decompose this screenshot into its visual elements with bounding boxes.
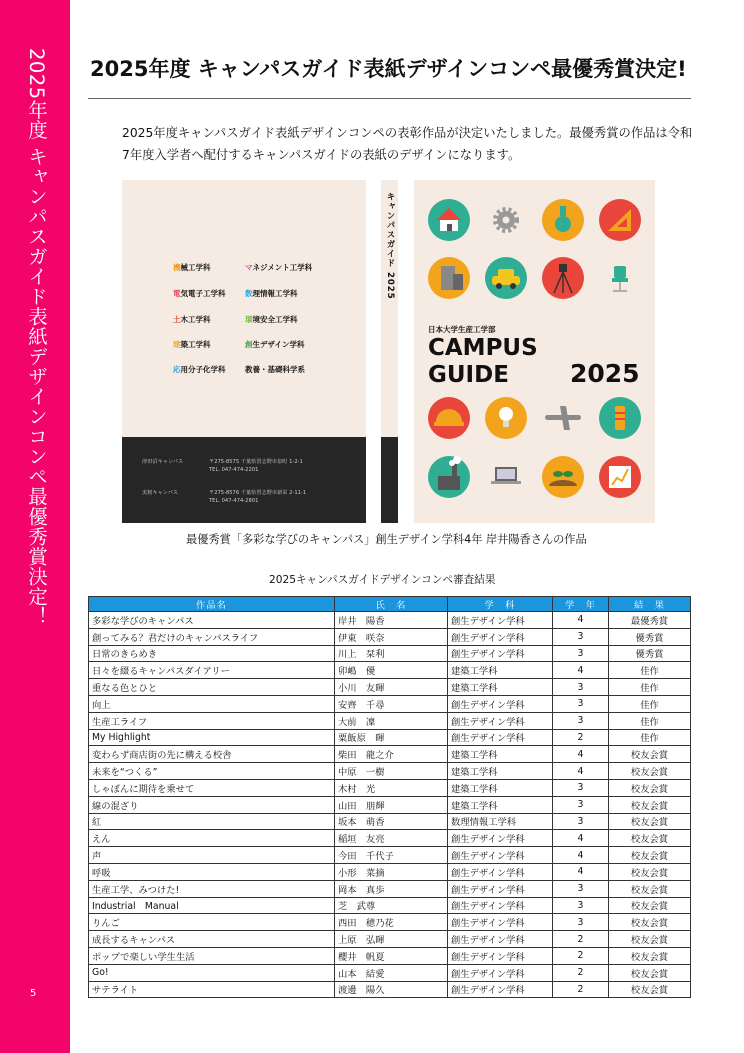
department-label bbox=[245, 364, 305, 375]
sidebar bbox=[0, 0, 70, 1053]
cover-caption: 最優秀賞「多彩な学びのキャンパス」創生デザイン学科4年 岸井陽香さんの作品 bbox=[186, 533, 587, 546]
cover-front bbox=[414, 180, 655, 523]
flask-icon bbox=[542, 199, 584, 241]
cell-grade: 3 bbox=[553, 914, 609, 931]
cell-department: 創生デザイン学科 bbox=[448, 712, 553, 729]
cell-result: 佳作 bbox=[609, 679, 691, 696]
department-label bbox=[173, 364, 226, 375]
laptop-icon bbox=[491, 467, 521, 484]
cell-title: 多彩な学びのキャンパス bbox=[89, 612, 335, 629]
cell-title: 紅 bbox=[89, 813, 335, 830]
department-accent-char: 機 bbox=[173, 263, 181, 272]
cell-name: 岸井 陽香 bbox=[335, 612, 448, 629]
cell-result: 佳作 bbox=[609, 695, 691, 712]
cell-result: 最優秀賞 bbox=[609, 612, 691, 629]
cell-title: 声 bbox=[89, 847, 335, 864]
cell-name: 川上 栞利 bbox=[335, 645, 448, 662]
cell-grade: 4 bbox=[553, 863, 609, 880]
cell-name: 柴田 龍之介 bbox=[335, 746, 448, 763]
cell-name: 芝 武尊 bbox=[335, 897, 448, 914]
surveying-instrument-icon bbox=[542, 257, 584, 299]
cell-result: 校友会賞 bbox=[609, 947, 691, 964]
header-department: 学 科 bbox=[448, 597, 553, 612]
cell-title: 線の混ざり bbox=[89, 796, 335, 813]
building-icon bbox=[428, 257, 470, 299]
table-row bbox=[89, 779, 691, 796]
table-row bbox=[89, 813, 691, 830]
cell-department: 創生デザイン学科 bbox=[448, 897, 553, 914]
cell-department: 創生デザイン学科 bbox=[448, 645, 553, 662]
cell-title: 重なる色とひと bbox=[89, 679, 335, 696]
cell-name: 大前 凜 bbox=[335, 712, 448, 729]
cell-grade: 2 bbox=[553, 981, 609, 998]
department-label bbox=[245, 288, 298, 299]
cell-name: 稲垣 友亮 bbox=[335, 830, 448, 847]
cell-name: 坂本 萌香 bbox=[335, 813, 448, 830]
cell-result: 校友会賞 bbox=[609, 914, 691, 931]
cell-grade: 2 bbox=[553, 947, 609, 964]
cell-department: 建築工学科 bbox=[448, 662, 553, 679]
cell-result: 優秀賞 bbox=[609, 628, 691, 645]
cell-title: 変わらず商店街の先に構える校舎 bbox=[89, 746, 335, 763]
cell-grade: 4 bbox=[553, 763, 609, 780]
department-accent-char: 電 bbox=[173, 289, 181, 298]
cell-grade: 3 bbox=[553, 645, 609, 662]
page-number: 5 bbox=[30, 988, 37, 999]
cell-name: 安齊 千尋 bbox=[335, 695, 448, 712]
department-label bbox=[245, 339, 304, 350]
cell-department: 創生デザイン学科 bbox=[448, 981, 553, 998]
cell-name: 岡本 真歩 bbox=[335, 880, 448, 897]
cell-result: 校友会賞 bbox=[609, 796, 691, 813]
cover-year: 2025 bbox=[570, 359, 640, 388]
campus-name: 実籾キャンパス bbox=[142, 490, 178, 496]
cell-grade: 3 bbox=[553, 695, 609, 712]
cell-result: 校友会賞 bbox=[609, 746, 691, 763]
table-row bbox=[89, 830, 691, 847]
cell-grade: 4 bbox=[553, 830, 609, 847]
spine-footer bbox=[381, 437, 398, 523]
line-chart-icon bbox=[599, 456, 641, 498]
cell-title: 日常のきらめき bbox=[89, 645, 335, 662]
table-row bbox=[89, 729, 691, 746]
header-title: 作品名 bbox=[89, 597, 335, 612]
department-name: 用分子化学科 bbox=[180, 365, 226, 374]
cell-grade: 3 bbox=[553, 813, 609, 830]
table-row bbox=[89, 645, 691, 662]
lightbulb-icon bbox=[485, 397, 527, 439]
table-row bbox=[89, 662, 691, 679]
department-label bbox=[173, 339, 211, 350]
cell-result: 佳作 bbox=[609, 712, 691, 729]
cover-back bbox=[122, 180, 366, 523]
department-label bbox=[245, 262, 312, 273]
cell-title: Industrial Manual bbox=[89, 897, 335, 914]
cell-department: 創生デザイン学科 bbox=[448, 830, 553, 847]
cell-title: 未来を“つくる” bbox=[89, 763, 335, 780]
battery-icon bbox=[599, 397, 641, 439]
table-title: 2025キャンパスガイドデザインコンペ審査結果 bbox=[269, 574, 496, 586]
gear-icon bbox=[495, 209, 517, 231]
cell-result: 校友会賞 bbox=[609, 779, 691, 796]
cell-title: 生産工ライフ bbox=[89, 712, 335, 729]
department-name: ネジメント工学科 bbox=[252, 263, 313, 272]
cell-department: 建築工学科 bbox=[448, 779, 553, 796]
table-row bbox=[89, 695, 691, 712]
cover-title-line1: CAMPUS bbox=[428, 335, 538, 361]
table-row bbox=[89, 628, 691, 645]
cell-grade: 2 bbox=[553, 729, 609, 746]
cell-result: 校友会賞 bbox=[609, 830, 691, 847]
factory-icon bbox=[428, 456, 470, 498]
cell-department: 創生デザイン学科 bbox=[448, 729, 553, 746]
cell-title: 創ってみる？君だけのキャンパスライフ bbox=[89, 628, 335, 645]
cell-grade: 4 bbox=[553, 847, 609, 864]
cell-department: 創生デザイン学科 bbox=[448, 628, 553, 645]
table-row bbox=[89, 931, 691, 948]
department-name: 気電子工学科 bbox=[180, 289, 226, 298]
cell-name: 粟飯原 暉 bbox=[335, 729, 448, 746]
cell-grade: 3 bbox=[553, 897, 609, 914]
table-row bbox=[89, 847, 691, 864]
cell-result: 校友会賞 bbox=[609, 981, 691, 998]
spine-text: キャンパスガイド 2025 bbox=[385, 192, 395, 300]
cell-department: 建築工学科 bbox=[448, 679, 553, 696]
department-accent-char: マ bbox=[245, 263, 253, 272]
cell-department: 創生デザイン学科 bbox=[448, 947, 553, 964]
cell-grade: 2 bbox=[553, 964, 609, 981]
table-row bbox=[89, 897, 691, 914]
set-square-icon bbox=[599, 199, 641, 241]
cell-title: 成長するキャンパス bbox=[89, 931, 335, 948]
cell-title: りんご bbox=[89, 914, 335, 931]
cell-grade: 3 bbox=[553, 880, 609, 897]
cell-grade: 2 bbox=[553, 931, 609, 948]
department-accent-char: 創 bbox=[245, 340, 253, 349]
cell-name: 伊東 咲奈 bbox=[335, 628, 448, 645]
campus-tel: TEL. 047-474-2801 bbox=[209, 498, 259, 504]
cell-title: サテライト bbox=[89, 981, 335, 998]
cell-title: 呼吸 bbox=[89, 863, 335, 880]
cell-result: 佳作 bbox=[609, 729, 691, 746]
cell-department: 創生デザイン学科 bbox=[448, 964, 553, 981]
cell-name: 山本 結愛 bbox=[335, 964, 448, 981]
cell-result: 校友会賞 bbox=[609, 931, 691, 948]
cell-title: しゃぼんに期待を乗せて bbox=[89, 779, 335, 796]
cell-name: 木村 光 bbox=[335, 779, 448, 796]
department-name: 木工学科 bbox=[180, 315, 211, 324]
cover-spine bbox=[381, 180, 398, 523]
cell-department: 創生デザイン学科 bbox=[448, 880, 553, 897]
table-row bbox=[89, 746, 691, 763]
campus-tel: TEL. 047-474-2201 bbox=[209, 467, 259, 473]
table-row bbox=[89, 880, 691, 897]
department-accent-char: 数 bbox=[245, 289, 253, 298]
page-title: 2025年度 キャンパスガイド表紙デザインコンペ最優秀賞決定! bbox=[90, 57, 687, 81]
table-row bbox=[89, 612, 691, 629]
cell-grade: 4 bbox=[553, 612, 609, 629]
sprout-icon bbox=[542, 456, 584, 498]
house-icon bbox=[428, 199, 470, 241]
cell-result: 校友会賞 bbox=[609, 847, 691, 864]
department-accent-char: 応 bbox=[173, 365, 181, 374]
cell-department: 創生デザイン学科 bbox=[448, 695, 553, 712]
cell-department: 建築工学科 bbox=[448, 746, 553, 763]
cell-name: 小形 菜摘 bbox=[335, 863, 448, 880]
table-row bbox=[89, 964, 691, 981]
title-divider bbox=[88, 98, 691, 99]
department-name: 理情報工学科 bbox=[252, 289, 298, 298]
header-result: 結 果 bbox=[609, 597, 691, 612]
cell-name: 中原 一樹 bbox=[335, 763, 448, 780]
cell-grade: 4 bbox=[553, 662, 609, 679]
cover-title-line2: GUIDE bbox=[428, 362, 509, 388]
department-name: 境安全工学科 bbox=[252, 315, 298, 324]
cell-title: 向上 bbox=[89, 695, 335, 712]
cell-title: えん bbox=[89, 830, 335, 847]
table-row bbox=[89, 981, 691, 998]
table-row bbox=[89, 763, 691, 780]
cell-department: 創生デザイン学科 bbox=[448, 863, 553, 880]
university-name: 日本大学生産工学部 bbox=[428, 325, 496, 334]
airplane-icon bbox=[545, 406, 581, 430]
cell-department: 創生デザイン学科 bbox=[448, 914, 553, 931]
campus-address: 〒275-8576 千葉県習志野市新栄 2-11-1 bbox=[209, 490, 307, 496]
cell-department: 数理情報工学科 bbox=[448, 813, 553, 830]
department-label bbox=[173, 262, 211, 273]
cell-department: 創生デザイン学科 bbox=[448, 612, 553, 629]
cell-result: 校友会賞 bbox=[609, 897, 691, 914]
cell-grade: 3 bbox=[553, 779, 609, 796]
cell-result: 校友会賞 bbox=[609, 763, 691, 780]
cell-result: 校友会賞 bbox=[609, 863, 691, 880]
department-name: 教養・基礎科学系 bbox=[245, 365, 305, 374]
intro-paragraph: 2025年度キャンパスガイド表紙デザインコンペの表彰作品が決定いたしました。最優秀賞の作品は令和7年度入学者へ配付するキャンパスガイドの表紙のデザインになります。 bbox=[122, 126, 693, 162]
cell-department: 創生デザイン学科 bbox=[448, 931, 553, 948]
table-body bbox=[89, 612, 691, 998]
table-row bbox=[89, 914, 691, 931]
cell-grade: 3 bbox=[553, 679, 609, 696]
campus-guide-cover bbox=[122, 180, 655, 523]
cell-name: 西田 穂乃花 bbox=[335, 914, 448, 931]
department-accent-char: 環 bbox=[245, 315, 253, 324]
department-name: 生デザイン学科 bbox=[252, 340, 305, 349]
department-label bbox=[173, 288, 226, 299]
cell-name: 上原 弘暉 bbox=[335, 931, 448, 948]
cell-name: 小川 友暉 bbox=[335, 679, 448, 696]
cell-name: 卯嶋 優 bbox=[335, 662, 448, 679]
cell-grade: 3 bbox=[553, 712, 609, 729]
department-label bbox=[245, 314, 298, 325]
cell-title: 生産工学、みつけた! bbox=[89, 880, 335, 897]
department-name: 械工学科 bbox=[180, 263, 211, 272]
table-row bbox=[89, 679, 691, 696]
cell-result: 校友会賞 bbox=[609, 964, 691, 981]
department-accent-char: 土 bbox=[173, 315, 181, 324]
results-table bbox=[88, 596, 691, 998]
campus-address: 〒275-8575 千葉県習志野市泉町 1-2-1 bbox=[209, 459, 303, 465]
cell-grade: 3 bbox=[553, 796, 609, 813]
cell-title: My Highlight bbox=[89, 729, 335, 746]
cell-grade: 4 bbox=[553, 746, 609, 763]
cell-title: 日々を綴るキャンパスダイアリー bbox=[89, 662, 335, 679]
cell-result: 校友会賞 bbox=[609, 813, 691, 830]
car-icon bbox=[485, 257, 527, 299]
cell-result: 優秀賞 bbox=[609, 645, 691, 662]
table-row bbox=[89, 863, 691, 880]
table-row bbox=[89, 712, 691, 729]
table-row bbox=[89, 947, 691, 964]
cell-department: 建築工学科 bbox=[448, 796, 553, 813]
department-accent-char: 建 bbox=[173, 340, 181, 349]
cell-name: 櫻井 帆夏 bbox=[335, 947, 448, 964]
cell-grade: 3 bbox=[553, 628, 609, 645]
cell-result: 校友会賞 bbox=[609, 880, 691, 897]
cover-title bbox=[428, 335, 538, 389]
cell-title: Go! bbox=[89, 964, 335, 981]
header-grade: 学 年 bbox=[553, 597, 609, 612]
cell-department: 創生デザイン学科 bbox=[448, 847, 553, 864]
cover-back-footer bbox=[122, 437, 366, 523]
sidebar-title: 2025年度 キャンパスガイド表紙デザインコンペ最優秀賞決定！ bbox=[25, 48, 48, 627]
cell-title: ポップで楽しい学生生活 bbox=[89, 947, 335, 964]
cell-result: 佳作 bbox=[609, 662, 691, 679]
cell-department: 建築工学科 bbox=[448, 763, 553, 780]
office-chair-icon bbox=[612, 266, 628, 291]
helmet-icon bbox=[428, 397, 470, 439]
cell-name: 渡邊 陽久 bbox=[335, 981, 448, 998]
campus-name: 津田沼キャンパス bbox=[142, 459, 184, 465]
cell-name: 山田 朋輝 bbox=[335, 796, 448, 813]
table-row bbox=[89, 796, 691, 813]
department-label bbox=[173, 314, 211, 325]
cell-name: 今田 千代子 bbox=[335, 847, 448, 864]
header-name: 氏 名 bbox=[335, 597, 448, 612]
department-name: 築工学科 bbox=[180, 340, 211, 349]
table-header-row bbox=[89, 597, 691, 612]
